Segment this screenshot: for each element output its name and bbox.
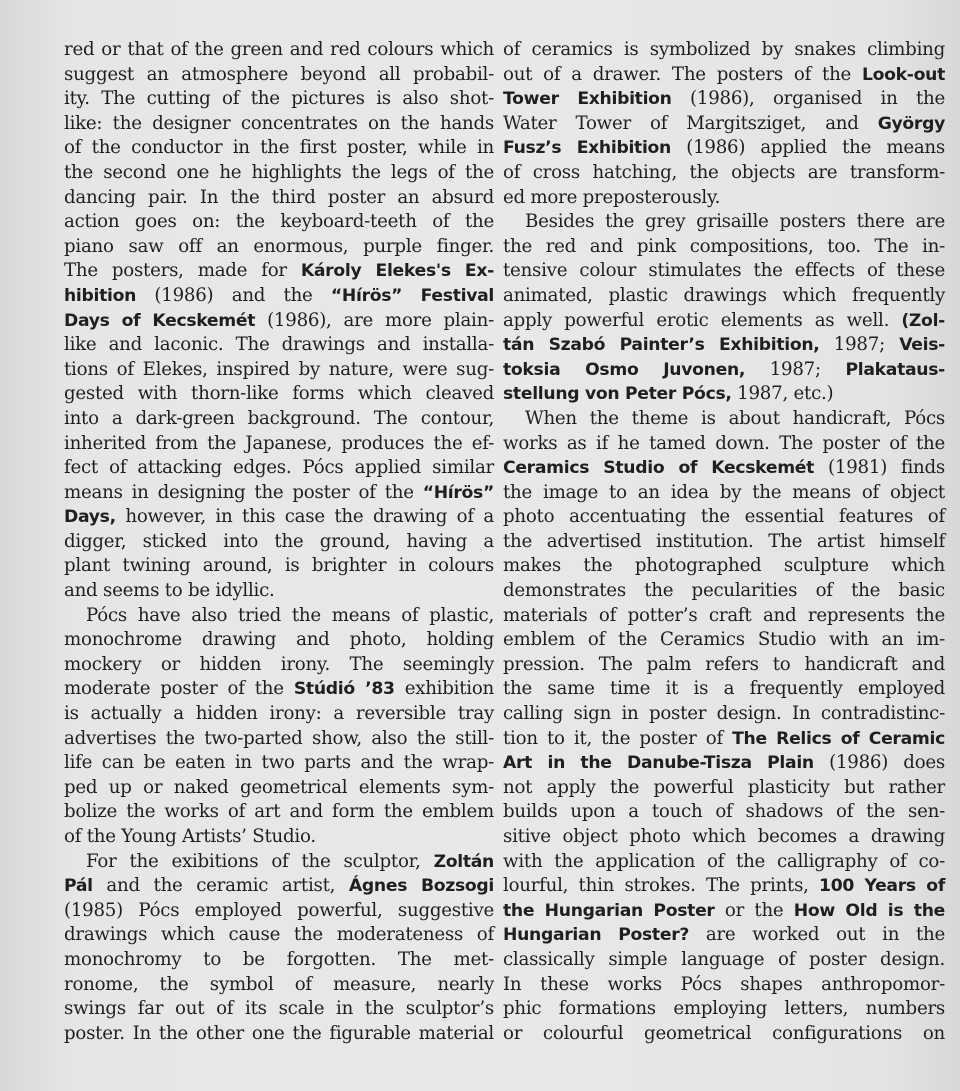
body-text: advertises the two-parted show, also the still- xyxy=(64,727,494,749)
text-line xyxy=(64,333,494,358)
left-text-column xyxy=(64,38,494,1046)
text-line xyxy=(503,677,945,702)
body-text: moderate poster of the xyxy=(64,678,294,700)
body-text: of the conductor in the first poster, while in xyxy=(64,137,494,159)
bold-title-text: toksia Osmo Juvonen, xyxy=(503,359,746,380)
bold-title-text: How Old is the xyxy=(793,900,945,921)
text-line xyxy=(64,358,494,383)
body-text: life can be eaten in two parts and the wrap- xyxy=(64,752,494,774)
bold-title-text: the Hungarian Poster xyxy=(503,900,715,921)
right-text-column xyxy=(503,38,945,1046)
bold-title-text: Art in the Danube-Tisza Plain xyxy=(503,753,814,774)
bold-title-text: 100 Years of xyxy=(819,876,945,897)
body-text: 1987; xyxy=(819,334,900,356)
text-line xyxy=(503,825,945,850)
text-line xyxy=(64,973,494,998)
body-text: the image to an idea by the means of object xyxy=(503,481,945,503)
body-text: phic formations employing letters, numbers xyxy=(503,998,945,1020)
text-line xyxy=(503,186,945,211)
text-line xyxy=(503,899,945,924)
body-text: the red and pink compositions, too. The in- xyxy=(503,235,945,257)
text-line xyxy=(64,481,494,506)
body-text: Pócs have also tried the means of plastic, xyxy=(86,604,494,626)
body-text: (1985) Pócs employed powerful, suggestive xyxy=(64,899,494,921)
text-line xyxy=(64,579,494,604)
text-line xyxy=(503,309,945,334)
body-text: the same time it is a frequently employed xyxy=(503,678,945,700)
text-line xyxy=(64,382,494,407)
body-text: In these works Pócs shapes anthropomor- xyxy=(503,973,945,995)
bold-title-text: hibition xyxy=(64,285,137,306)
text-line xyxy=(64,874,494,899)
text-line xyxy=(503,1022,945,1047)
body-text: of the Young Artists’ Studio. xyxy=(64,826,316,847)
text-line xyxy=(503,63,945,88)
body-text: with the application of the calligraphy of co- xyxy=(503,850,945,872)
text-line xyxy=(503,136,945,161)
text-line xyxy=(64,284,494,309)
text-line xyxy=(503,432,945,457)
body-text: like and laconic. The drawings and installa- xyxy=(64,334,494,356)
body-text: (1986), organised in the xyxy=(671,88,945,110)
body-text: Besides the grey grisaille posters there are xyxy=(525,211,945,233)
bold-title-text: Veis- xyxy=(899,335,945,356)
text-line xyxy=(64,850,494,875)
text-line xyxy=(503,382,945,407)
text-line xyxy=(503,161,945,186)
body-text: The posters, made for xyxy=(64,260,301,282)
text-line xyxy=(64,259,494,284)
body-text: 1987; xyxy=(745,358,846,380)
body-text: For the exibitions of the sculptor, xyxy=(86,850,434,872)
body-text: dancing pair. In the third poster an absurd xyxy=(64,186,494,208)
body-text: 1987, etc.) xyxy=(731,383,834,405)
body-text: works as if he tamed down. The poster of the xyxy=(503,432,945,454)
bold-title-text: tán Szabó Painter’s Exhibition, xyxy=(503,335,820,356)
text-line xyxy=(503,259,945,284)
text-line xyxy=(64,628,494,653)
body-text: ronome, the symbol of measure, nearly xyxy=(64,973,494,995)
bold-title-text: Tower Exhibition xyxy=(503,89,672,110)
text-line xyxy=(64,727,494,752)
body-text: poster. In the other one the figurable material xyxy=(64,1022,494,1044)
text-line xyxy=(64,653,494,678)
text-line xyxy=(64,997,494,1022)
body-text: emblem of the Ceramics Studio with an im- xyxy=(503,629,945,651)
bold-title-text: Ágnes Bozsogi xyxy=(348,876,494,897)
text-line xyxy=(64,186,494,211)
bold-title-text: Days, xyxy=(64,507,116,528)
body-text: into a dark-green background. The contour, xyxy=(64,407,494,429)
body-text: and the ceramic artist, xyxy=(92,875,349,897)
body-text: of cross hatching, the objects are transform- xyxy=(503,161,945,183)
body-text: is actually a hidden irony: a reversible tray xyxy=(64,703,494,725)
text-line xyxy=(64,899,494,924)
text-line xyxy=(64,677,494,702)
body-text: red or that of the green and red colours which xyxy=(64,39,494,60)
body-text: makes the photographed sculpture which xyxy=(503,555,945,577)
body-text: (1986) applied the means xyxy=(671,137,945,159)
text-line xyxy=(64,530,494,555)
body-text: calling sign in poster design. In contradistinc- xyxy=(503,703,945,725)
text-line xyxy=(503,456,945,481)
body-text: fect of attacking edges. Pócs applied similar xyxy=(64,457,494,479)
text-line xyxy=(64,432,494,457)
text-line xyxy=(503,554,945,579)
body-text: ed more preposterously. xyxy=(503,186,721,208)
text-line xyxy=(64,210,494,235)
bold-title-text: Zoltán xyxy=(433,851,494,872)
body-text: ped up or naked geometrical elements sym- xyxy=(64,776,494,798)
body-text: apply powerful erotic elements as well. xyxy=(503,309,902,331)
text-line xyxy=(503,358,945,383)
body-text: tion to it, the poster of xyxy=(503,727,733,749)
body-text: digger, sticked into the ground, having a xyxy=(64,530,494,552)
text-line xyxy=(503,702,945,727)
body-text: of ceramics is symbolized by snakes climbing xyxy=(503,39,945,60)
body-text: bolize the works of art and form the emblem xyxy=(64,801,494,823)
bold-title-text: stellung von Peter Pócs, xyxy=(503,384,732,405)
text-line xyxy=(503,210,945,235)
body-text: however, in this case the drawing of a xyxy=(115,506,494,528)
text-line xyxy=(503,505,945,530)
body-text: (1986), are more plain- xyxy=(255,309,494,331)
body-text: are worked out in the xyxy=(689,924,945,946)
text-line xyxy=(64,136,494,161)
body-text: pression. The palm refers to handicraft and xyxy=(503,653,945,675)
bold-title-text: Fusz’s Exhibition xyxy=(503,138,671,159)
text-line xyxy=(64,702,494,727)
text-line xyxy=(503,604,945,629)
bold-title-text: “Hírös” Festival xyxy=(330,285,494,306)
body-text: swings far out of its scale in the sculptor’s xyxy=(64,998,494,1020)
body-text: monochromy to be forgotten. The met- xyxy=(64,948,494,970)
body-text: tions of Elekes, inspired by nature, were sug- xyxy=(64,358,494,380)
body-text: tensive colour stimulates the effects of these xyxy=(503,260,945,282)
bold-title-text: Károly Elekes's Ex- xyxy=(300,261,494,282)
body-text: and seems to be idyllic. xyxy=(64,580,275,602)
body-text: the advertised institution. The artist himself xyxy=(503,530,945,552)
body-text: like: the designer concentrates on the hands xyxy=(64,112,494,134)
text-line xyxy=(64,309,494,334)
text-line xyxy=(503,776,945,801)
text-line xyxy=(64,1022,494,1047)
text-line xyxy=(64,825,494,850)
text-line xyxy=(503,653,945,678)
text-line xyxy=(64,948,494,973)
text-line xyxy=(64,456,494,481)
body-text: the second one he highlights the legs of the xyxy=(64,161,494,183)
body-text: demonstrates the pecularities of the basic xyxy=(503,580,945,602)
text-line xyxy=(64,923,494,948)
text-line xyxy=(503,800,945,825)
text-line xyxy=(64,407,494,432)
body-text: materials of potter’s craft and represents the xyxy=(503,604,945,626)
text-line xyxy=(503,579,945,604)
body-text: sitive object photo which becomes a drawing xyxy=(503,826,945,847)
body-text: builds upon a touch of shadows of the sen- xyxy=(503,801,945,823)
body-text: lourful, thin strokes. The prints, xyxy=(503,875,820,897)
body-text: action goes on: the keyboard-teeth of the xyxy=(64,211,494,233)
text-line xyxy=(64,554,494,579)
body-text: means in designing the poster of the xyxy=(64,481,423,503)
body-text: inherited from the Japanese, produces the ef- xyxy=(64,432,494,454)
bold-title-text: Stúdió ’83 xyxy=(293,679,395,700)
bold-title-text: Look-out xyxy=(862,64,945,85)
body-text: (1986) does xyxy=(813,752,945,774)
bold-title-text: Pál xyxy=(64,876,93,897)
text-line xyxy=(64,800,494,825)
text-line xyxy=(503,407,945,432)
body-text: When the theme is about handicraft, Pócs xyxy=(525,407,945,429)
text-line xyxy=(503,997,945,1022)
text-line xyxy=(503,235,945,260)
text-line xyxy=(503,628,945,653)
body-text: or colourful geometrical configurations on xyxy=(503,1022,945,1044)
body-text: classically simple language of poster design. xyxy=(503,948,945,970)
bold-title-text: (Zol- xyxy=(901,310,945,331)
body-text: or the xyxy=(714,899,794,921)
body-text: gested with thorn-like forms which cleaved xyxy=(64,383,494,405)
body-text: suggest an atmosphere beyond all probabil- xyxy=(64,63,494,85)
text-line xyxy=(503,850,945,875)
body-text: animated, plastic drawings which frequently xyxy=(503,284,945,306)
body-text: Water Tower of Margitsziget, and xyxy=(503,112,878,134)
text-line xyxy=(503,284,945,309)
body-text: mockery or hidden irony. The seemingly xyxy=(64,653,494,675)
bold-title-text: Days of Kecskemét xyxy=(64,310,256,331)
bold-title-text: Ceramics Studio of Kecskemét xyxy=(503,458,815,479)
text-line xyxy=(503,751,945,776)
bold-title-text: “Hírös” xyxy=(422,482,494,503)
text-line xyxy=(64,38,494,63)
body-text: plant twining around, is brighter in colours xyxy=(64,555,494,577)
text-line xyxy=(64,776,494,801)
text-line xyxy=(503,727,945,752)
text-line xyxy=(64,112,494,137)
text-line xyxy=(503,874,945,899)
body-text: exhibition xyxy=(394,678,494,700)
text-line xyxy=(503,948,945,973)
text-line xyxy=(64,604,494,629)
text-line xyxy=(503,481,945,506)
text-line xyxy=(64,63,494,88)
body-text: monochrome drawing and photo, holding xyxy=(64,629,494,651)
text-line xyxy=(64,235,494,260)
body-text: (1986) and the xyxy=(136,284,331,306)
text-line xyxy=(503,87,945,112)
bold-title-text: The Relics of Ceramic xyxy=(732,728,945,749)
text-line xyxy=(503,38,945,63)
text-line xyxy=(503,112,945,137)
body-text: out of a drawer. The posters of the xyxy=(503,63,862,85)
body-text: drawings which cause the moderateness of xyxy=(64,924,494,946)
text-line xyxy=(503,923,945,948)
body-text: piano saw off an enormous, purple finger. xyxy=(64,235,494,257)
text-line xyxy=(64,505,494,530)
text-line xyxy=(64,751,494,776)
body-text: photo accentuating the essential features of xyxy=(503,506,945,528)
text-line xyxy=(64,161,494,186)
bold-title-text: György xyxy=(877,113,945,134)
body-text: (1981) finds xyxy=(814,457,945,479)
text-line xyxy=(64,87,494,112)
bold-title-text: Hungarian Poster? xyxy=(503,925,690,946)
text-line xyxy=(503,973,945,998)
bold-title-text: Plakataus- xyxy=(845,359,945,380)
text-line xyxy=(503,333,945,358)
text-line xyxy=(503,530,945,555)
body-text: not apply the powerful plasticity but rather xyxy=(503,776,945,798)
body-text: ity. The cutting of the pictures is also shot- xyxy=(64,88,494,110)
